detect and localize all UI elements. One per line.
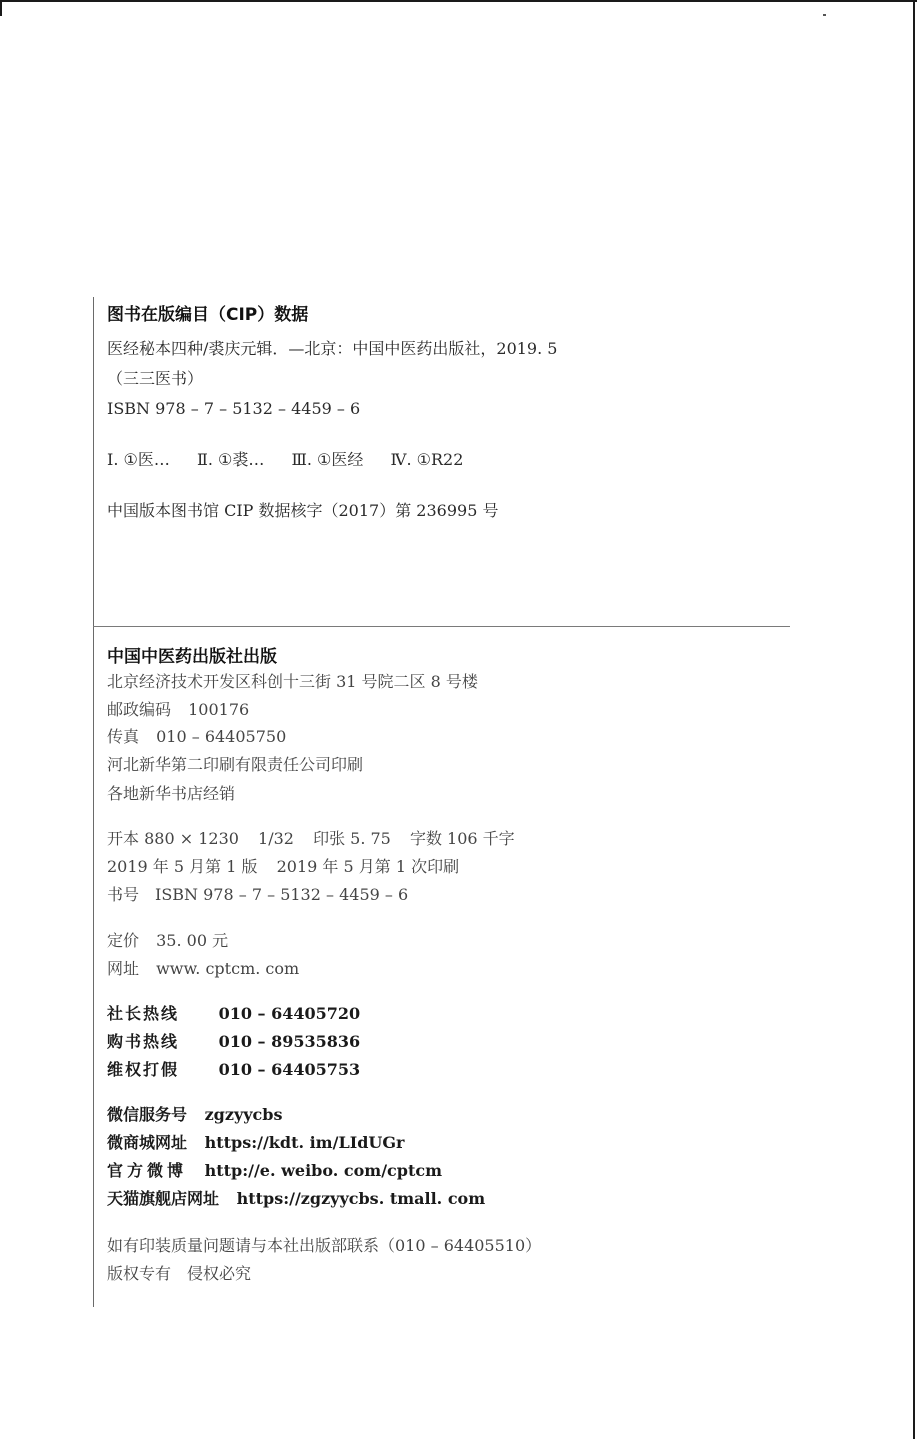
quality-notice: 如有印装质量问题请与本社出版部联系（010 – 64405510） (107, 1236, 542, 1255)
spec-format: 开本 880 × 1230 (107, 829, 239, 848)
postcode-row (107, 700, 249, 720)
social-value: zgzyycbs (204, 1105, 283, 1124)
price-value: 35. 00 元 (156, 931, 229, 950)
scan-speck (823, 14, 826, 16)
spec-printing: 2019 年 5 月第 1 次印刷 (276, 857, 460, 876)
postcode-value: 100176 (188, 700, 250, 719)
edition-row (107, 857, 459, 877)
specs-row (107, 829, 515, 849)
fax-label: 传真 (107, 727, 140, 746)
spec-sheets: 印张 5. 75 (313, 829, 391, 848)
hotline-row (107, 1060, 360, 1080)
page-border-right (913, 0, 915, 1439)
publisher-name: 中国中医药出版社出版 (107, 647, 277, 667)
social-value: https://zgzyycbs. tmall. com (236, 1189, 486, 1208)
social-row (107, 1105, 282, 1125)
page-border-left (0, 0, 2, 16)
hotline-value: 010 – 64405753 (218, 1060, 361, 1079)
distributor: 各地新华书店经销 (107, 784, 236, 803)
hotline-label: 社长热线 (107, 1004, 180, 1023)
website-label: 网址 (107, 959, 140, 978)
social-label: 微商城网址 (107, 1133, 188, 1152)
social-row (107, 1133, 404, 1153)
class-1: Ⅰ. ①医… (107, 450, 170, 469)
publisher-address: 北京经济技术开发区科创十三街 31 号院二区 8 号楼 (107, 672, 478, 691)
website-row (107, 959, 299, 979)
class-3: Ⅲ. ①医经 (291, 450, 364, 469)
hotline-row (107, 1004, 360, 1024)
printer: 河北新华第二印刷有限责任公司印刷 (107, 755, 364, 774)
social-row (107, 1189, 485, 1209)
cip-isbn: ISBN 978 – 7 – 5132 – 4459 – 6 (107, 399, 361, 418)
spec-edition: 2019 年 5 月第 1 版 (107, 857, 258, 876)
cip-classification (107, 450, 463, 470)
class-2: Ⅱ. ①裘… (196, 450, 265, 469)
cip-series: （三三医书） (107, 369, 204, 388)
social-value: http://e. weibo. com/cptcm (204, 1161, 443, 1180)
horizontal-rule (93, 626, 790, 627)
postcode-label: 邮政编码 (107, 700, 172, 719)
social-label: 微信服务号 (107, 1105, 188, 1124)
social-row (107, 1161, 442, 1181)
hotline-row (107, 1032, 360, 1052)
hotline-label: 维权打假 (107, 1060, 180, 1079)
hotline-value: 010 – 89535836 (218, 1032, 361, 1051)
hotline-value: 010 – 64405720 (218, 1004, 361, 1023)
fax-row (107, 727, 286, 747)
spec-words: 字数 106 千字 (409, 829, 515, 848)
hotline-label: 购书热线 (107, 1032, 180, 1051)
website-value: www. cptcm. com (156, 959, 300, 978)
page-border-top (0, 0, 917, 2)
price-row (107, 931, 228, 951)
cip-number: 中国版本图书馆 CIP 数据核字（2017）第 236995 号 (107, 501, 499, 520)
social-value: https://kdt. im/LIdUGr (204, 1133, 405, 1152)
social-label: 天猫旗舰店网址 (107, 1189, 220, 1208)
class-4: Ⅳ. ①R22 (390, 450, 464, 469)
spec-size: 1/32 (258, 829, 294, 848)
fax-value: 010 – 64405750 (156, 727, 287, 746)
social-label: 官方微博 (107, 1161, 188, 1180)
vertical-rule (93, 297, 94, 1307)
cip-title-line: 医经秘本四种/裘庆元辑．—北京：中国中医药出版社，2019. 5 (107, 339, 558, 358)
price-label: 定价 (107, 931, 140, 950)
cip-heading: 图书在版编目（CIP）数据 (107, 305, 309, 325)
copyright-notice: 版权专有 侵权必究 (107, 1264, 252, 1283)
book-number: 书号 ISBN 978 – 7 – 5132 – 4459 – 6 (107, 885, 409, 904)
